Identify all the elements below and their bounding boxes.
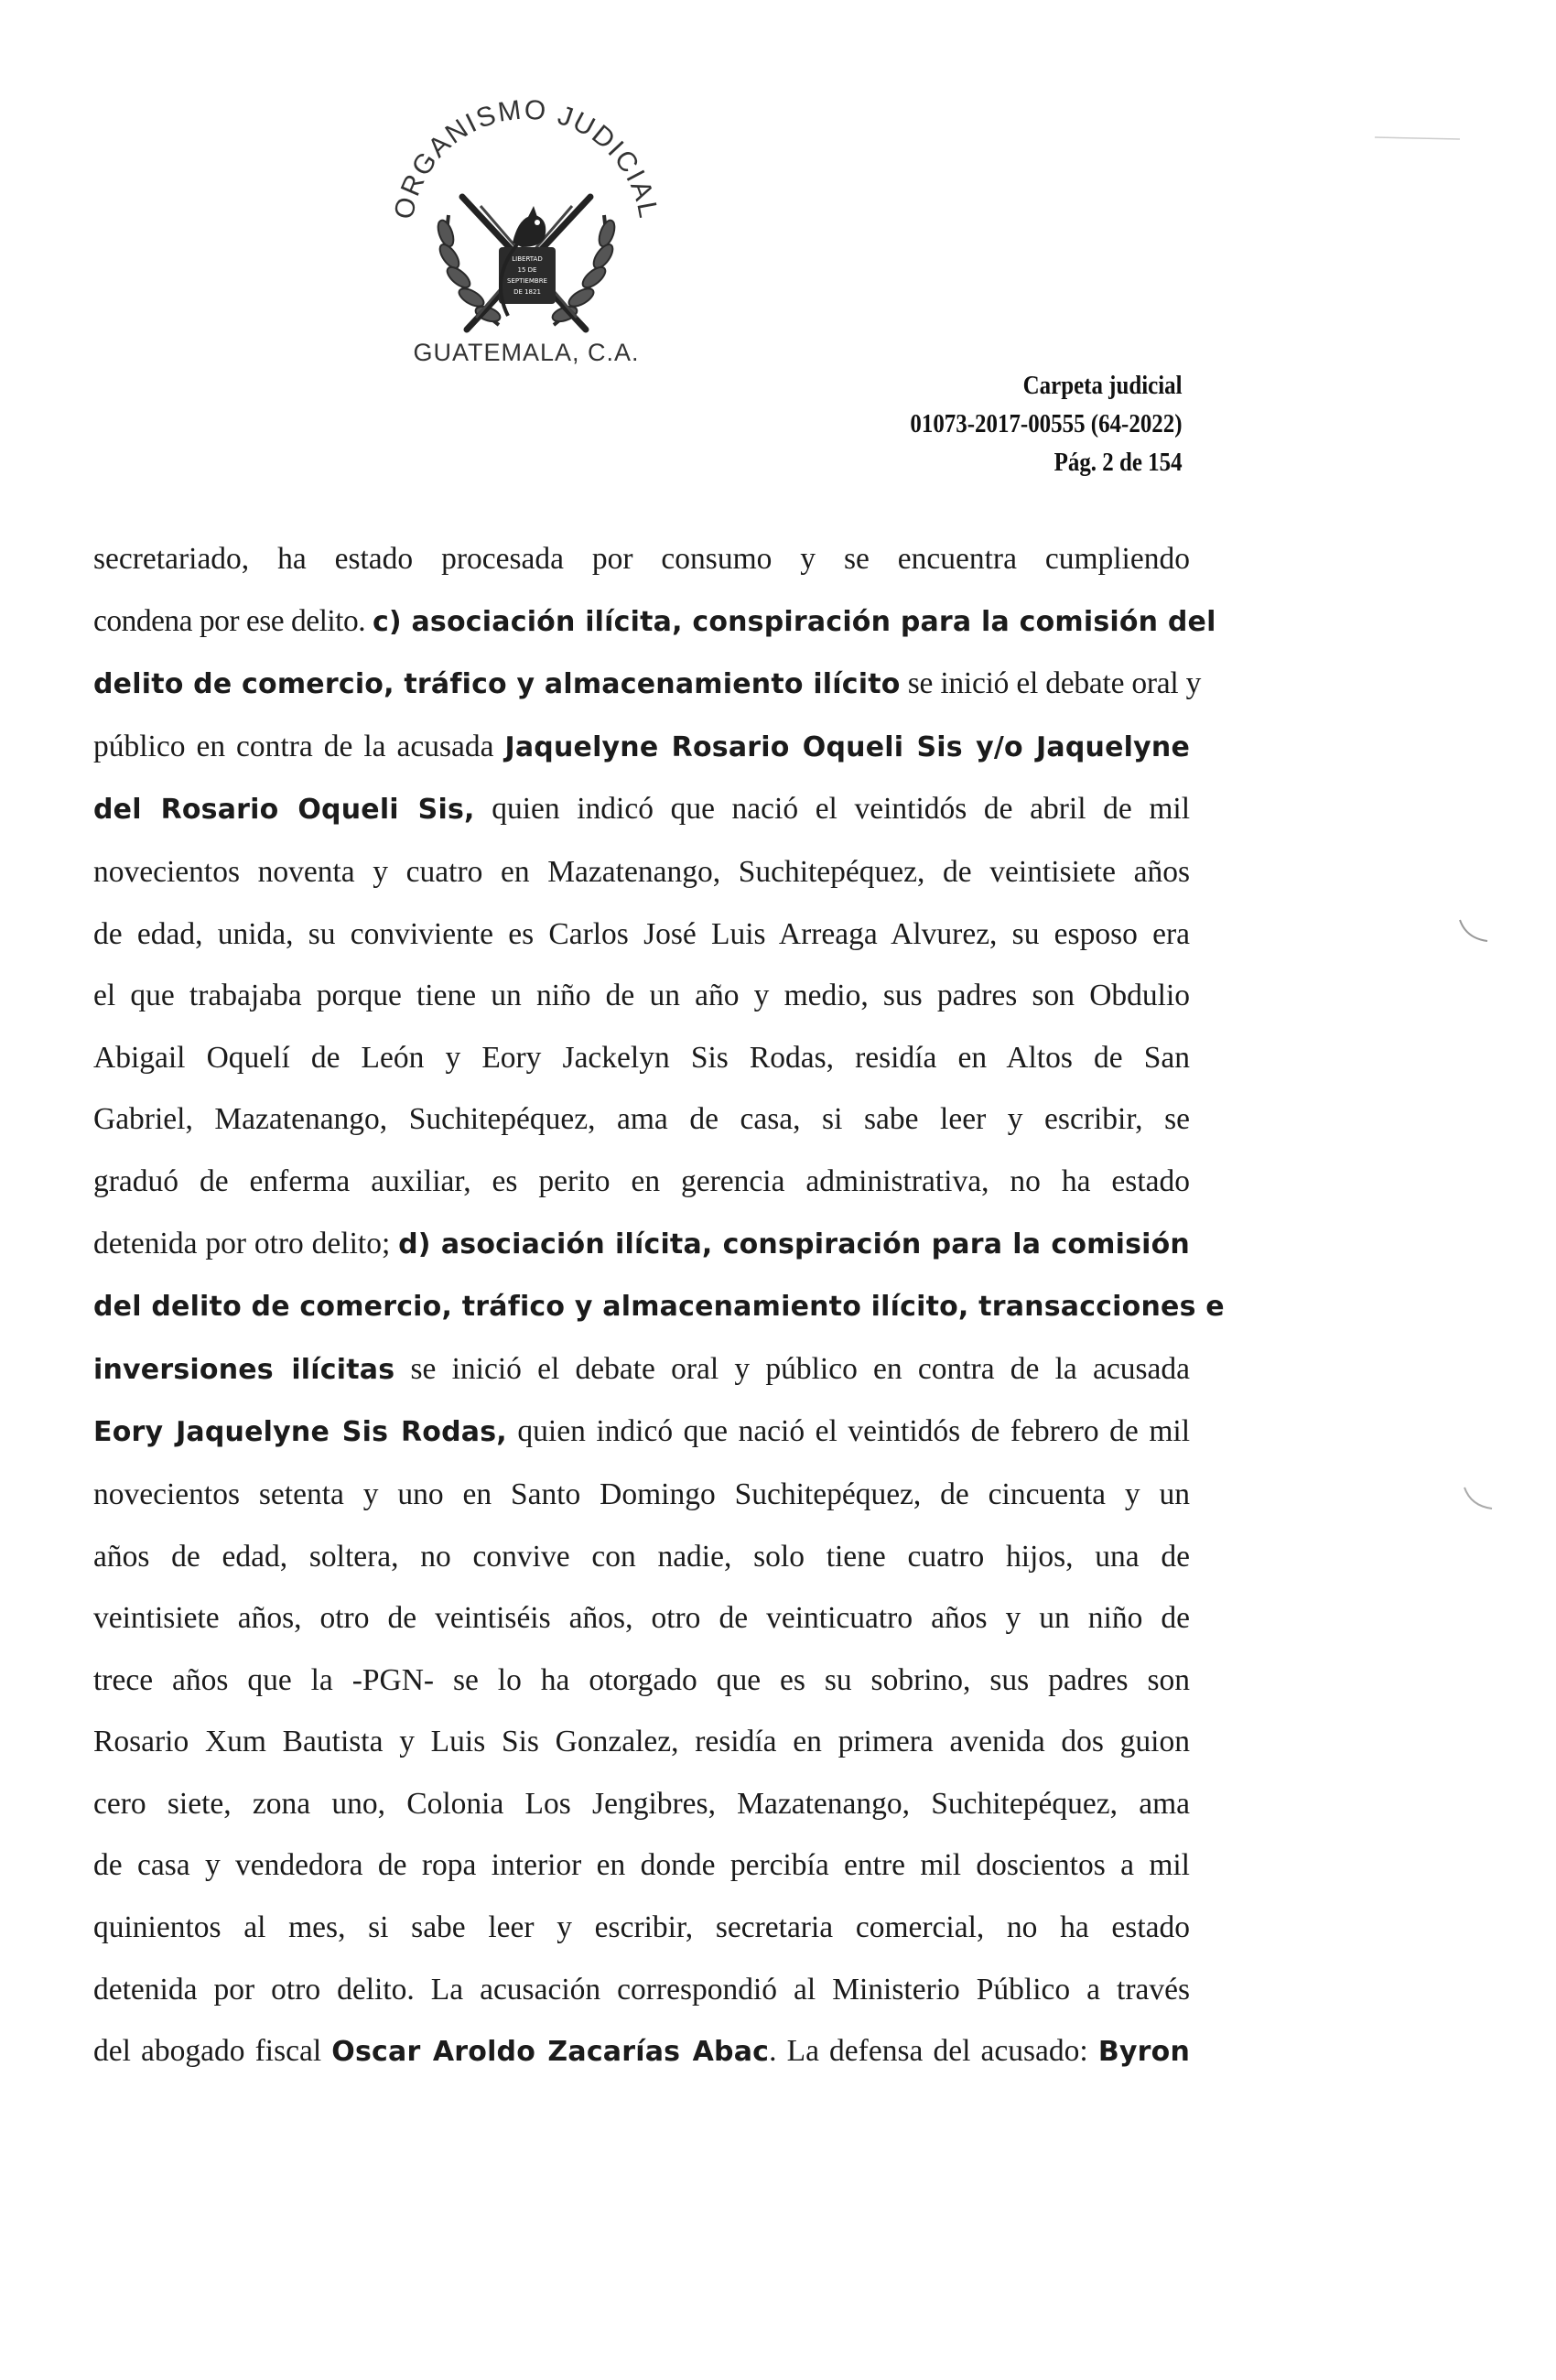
bold-text-segment: delito de comercio, tráfico y almacenamiento ilícito	[93, 668, 901, 701]
text-segment: de casa y vendedora de ropa interior en donde percibía entre mil doscientos a mil	[93, 1848, 1190, 1883]
text-segment: novecientos setenta y uno en Santo Domingo Suchitepéquez, de cincuenta y un	[93, 1477, 1190, 1511]
text-segment: se inició el debate oral y público en contra de la acusada	[394, 1351, 1191, 1386]
text-line	[93, 1338, 1190, 1401]
text-line	[93, 1959, 1190, 2021]
bold-text-segment: del delito de comercio, tráfico y almacenamiento ilícito, transacciones e	[93, 1291, 1225, 1324]
text-segment: graduó de enferma auxiliar, es perito en gerencia administrativa, no ha estado	[93, 1163, 1190, 1198]
text-segment: del abogado fiscal	[93, 2034, 332, 2069]
seal-country: GUATEMALA, C.A.	[413, 339, 640, 366]
text-segment: quien indicó que nació el veintidós de febrero de mil	[506, 1414, 1190, 1449]
svg-text:DE 1821: DE 1821	[513, 288, 541, 296]
text-line	[93, 716, 1190, 779]
text-segment: Gabriel, Mazatenango, Suchitepéquez, ama de casa, si sabe leer y escribir, se	[93, 1102, 1190, 1137]
text-segment: quien indicó que nació el veintidós de abril de mil	[474, 792, 1190, 827]
text-line	[93, 1151, 1190, 1213]
text-line	[93, 1587, 1190, 1650]
scan-mark	[1373, 128, 1464, 146]
text-line	[93, 1275, 1225, 1338]
coat-of-arms-icon	[362, 78, 691, 371]
bold-text-segment: Eory Jaquelyne Sis Rodas,	[93, 1416, 507, 1449]
judicial-seal	[362, 78, 691, 371]
text-line	[93, 1088, 1190, 1151]
text-segment: veintisiete años, otro de veintiséis años, otro de veinticuatro años y un niño de	[93, 1601, 1190, 1636]
text-line	[93, 528, 1190, 590]
text-segment: cero siete, zona uno, Colonia Los Jengibres, Mazatenango, Suchitepéquez, ama	[93, 1786, 1190, 1821]
text-segment: Abigail Oquelí de León y Eory Jackelyn Sis Rodas, residía en Altos de San	[93, 1040, 1190, 1075]
text-line	[93, 1526, 1190, 1588]
text-segment: . La defensa del acusado:	[769, 2034, 1098, 2069]
svg-text:LIBERTAD: LIBERTAD	[512, 255, 543, 263]
bold-text-segment: Oscar Aroldo Zacarías Abac	[331, 2036, 770, 2069]
header-label: Carpeta judicial	[1023, 371, 1183, 400]
text-segment: detenida por otro delito;	[93, 1226, 399, 1260]
bold-text-segment: del Rosario Oqueli Sis,	[93, 794, 475, 827]
case-header	[911, 366, 1183, 481]
scan-mark	[1460, 1483, 1497, 1520]
page-number: Pág. 2 de 154	[1054, 448, 1183, 477]
text-segment: público en contra de la acusada	[93, 729, 505, 763]
text-segment: años de edad, soltera, no convive con nadie, solo tiene cuatro hijos, una de	[93, 1539, 1190, 1574]
text-segment: quinientos al mes, si sabe leer y escribir, secretaria comercial, no ha estado	[93, 1910, 1190, 1945]
case-number: 01073-2017-00555 (64-2022)	[910, 409, 1183, 438]
text-line	[93, 841, 1190, 903]
text-line	[93, 1773, 1190, 1835]
text-line	[93, 1711, 1190, 1773]
text-line	[93, 965, 1190, 1027]
text-segment: secretariado, ha estado procesada por consumo y se encuentra cumpliendo	[93, 542, 1190, 576]
bold-text-segment: inversiones ilícitas	[93, 1353, 395, 1386]
svg-text:15 DE: 15 DE	[517, 266, 537, 274]
text-line	[93, 653, 1202, 716]
text-segment: detenida por otro delito. La acusación correspondió al Ministerio Público a través	[93, 1972, 1190, 2007]
text-line	[93, 1464, 1190, 1526]
text-line	[93, 1650, 1190, 1712]
text-line	[93, 778, 1190, 841]
text-line	[93, 2020, 1190, 2083]
text-segment: de edad, unida, su conviviente es Carlos José Luis Arreaga Alvurez, su esposo era	[93, 916, 1190, 951]
bold-text-segment: Byron	[1097, 2036, 1190, 2069]
text-line	[93, 903, 1190, 966]
scan-mark	[1455, 915, 1492, 952]
text-segment: Rosario Xum Bautista y Luis Sis Gonzalez, residía en primera avenida dos guion	[93, 1725, 1190, 1759]
text-line	[93, 1897, 1190, 1959]
seal-arc-text: ORGANISMO JUDICIAL	[388, 94, 665, 222]
text-line	[93, 1834, 1190, 1897]
svg-text:ORGANISMO JUDICIAL	[389, 94, 664, 222]
text-line	[93, 1027, 1190, 1089]
text-line	[93, 590, 1216, 654]
document-body	[93, 528, 1225, 2083]
bold-text-segment: c) asociación ilícita, conspiración para la comisión del	[372, 605, 1216, 638]
bold-text-segment: Jaquelyne Rosario Oqueli Sis y/o Jaquelyne	[504, 730, 1190, 763]
bold-text-segment: d) asociación ilícita, conspiración para la comisión	[398, 1228, 1190, 1260]
text-segment: el que trabajaba porque tiene un niño de un año y medio, sus padres son Obdulio	[93, 979, 1190, 1013]
text-segment: se inició el debate oral y	[900, 666, 1202, 701]
text-segment: novecientos noventa y cuatro en Mazatenango, Suchitepéquez, de veintisiete años	[93, 854, 1190, 889]
text-segment: condena por ese delito.	[93, 603, 373, 638]
text-line	[93, 1213, 1190, 1276]
svg-text:SEPTIEMBRE: SEPTIEMBRE	[507, 277, 547, 285]
text-segment: trece años que la -PGN- se lo ha otorgado que es su sobrino, sus padres son	[93, 1662, 1190, 1697]
text-line	[93, 1401, 1190, 1464]
